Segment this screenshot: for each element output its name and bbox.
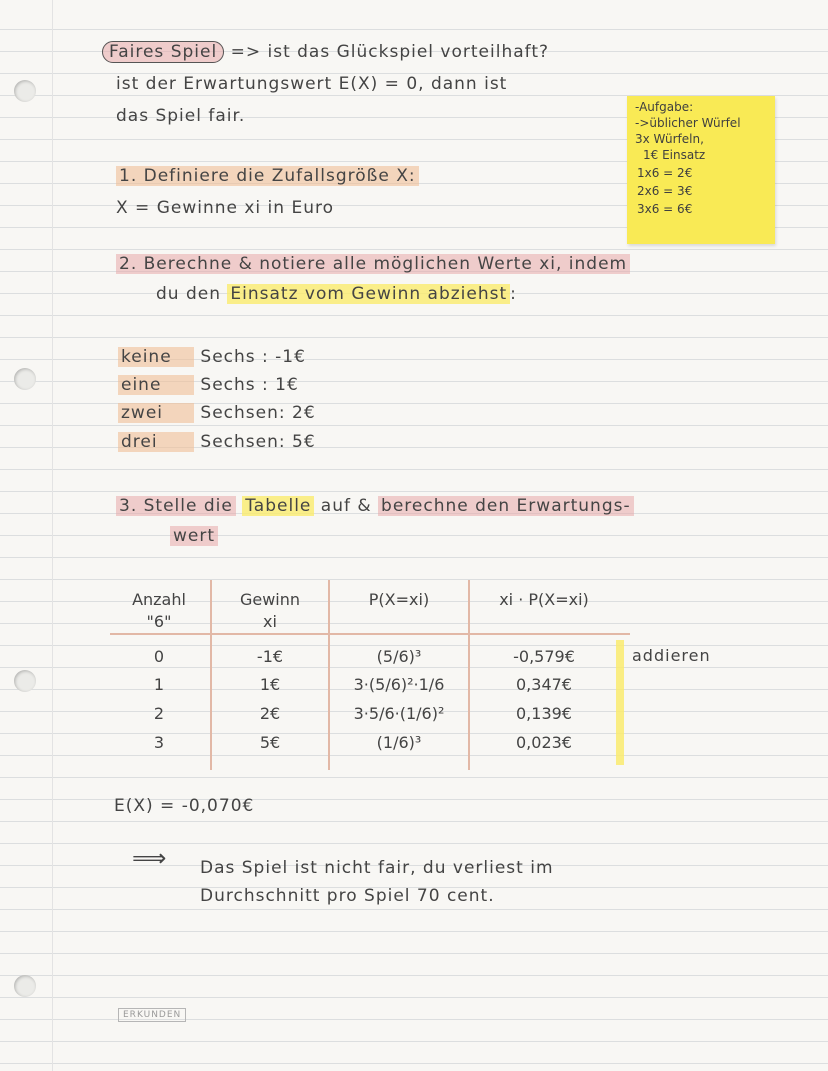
punch-hole — [14, 670, 36, 692]
sticky-line: 3x Würfeln, — [635, 132, 704, 146]
step3-line1-mid: auf & — [320, 496, 372, 516]
table-header-product: xi · P(X=xi) — [499, 590, 589, 609]
table-cell-product: 0,347€ — [516, 675, 572, 694]
step2-line2-pre: du den — [156, 284, 221, 304]
outcome-text: Sechs : 1€ — [200, 375, 299, 395]
punch-hole — [14, 975, 36, 997]
table-cell-gewinn: 5€ — [259, 733, 281, 752]
outcome-label: zwei — [118, 403, 194, 423]
table-cell-anzahl: 2 — [153, 704, 165, 723]
outcome-text: Sechsen: 2€ — [200, 403, 316, 423]
outcome-text: Sechsen: 5€ — [200, 432, 316, 452]
outcome-row — [118, 347, 306, 367]
step2-line2-post: : — [510, 284, 517, 304]
outcome-row — [118, 375, 299, 395]
header-title-rest: => ist das Glückspiel vorteilhaft? — [230, 42, 550, 62]
step3-line1-highlight: Tabelle — [242, 496, 314, 516]
outcome-label: keine — [118, 347, 194, 367]
implies-arrow-icon: ⟹ — [132, 844, 168, 872]
conclusion-line2: Durchschnitt pro Spiel 70 cent. — [200, 886, 495, 906]
table-divider — [210, 580, 212, 770]
table-divider — [468, 580, 470, 770]
sticky-note — [627, 96, 775, 244]
table-cell-gewinn: 1€ — [259, 675, 281, 694]
table-cell-anzahl: 3 — [153, 733, 165, 752]
sticky-line: 2x6 = 3€ — [637, 184, 693, 198]
punch-hole — [14, 80, 36, 102]
table-cell-gewinn: -1€ — [256, 647, 284, 666]
table-header-rule — [110, 633, 630, 635]
table-cell-gewinn: 2€ — [259, 704, 281, 723]
step1-heading — [116, 166, 419, 186]
step1-definition: X = Gewinne xi in Euro — [116, 198, 334, 218]
table-cell-anzahl: 1 — [153, 675, 165, 694]
sticky-line: ->üblicher Würfel — [635, 116, 741, 130]
table-header-gewinn: Gewinn — [239, 590, 301, 609]
header-title-circled: Faires Spiel — [102, 41, 224, 63]
step2-line1-text: 2. Berechne & notiere alle möglichen Werte xi, indem — [116, 254, 630, 274]
header-line1 — [102, 42, 549, 62]
table-cell-product: 0,023€ — [516, 733, 572, 752]
outcome-row — [118, 432, 316, 452]
sum-highlight-bar — [616, 640, 624, 765]
table-subheader-six: "6" — [146, 612, 172, 631]
table-divider — [328, 580, 330, 770]
step2-line1 — [116, 254, 630, 274]
step2-line2-highlight: Einsatz vom Gewinn abziehst — [227, 284, 510, 304]
outcome-text: Sechs : -1€ — [200, 347, 306, 367]
brand-stamp: ERKUNDEN — [118, 1008, 186, 1022]
step3-line2 — [170, 526, 218, 546]
step2-line2 — [156, 284, 517, 304]
sticky-line: -Aufgabe: — [635, 100, 694, 114]
outcome-label: eine — [118, 375, 194, 395]
step1-heading-text: 1. Definiere die Zufallsgröße X: — [116, 166, 419, 186]
punch-hole — [14, 368, 36, 390]
table-header-probability: P(X=xi) — [368, 590, 430, 609]
table-cell-probability: 3·5/6·(1/6)² — [353, 704, 445, 723]
table-cell-probability: (5/6)³ — [376, 647, 422, 666]
margin-line — [52, 0, 53, 1071]
sticky-line: 3x6 = 6€ — [637, 202, 693, 216]
expectation-result: E(X) = -0,070€ — [114, 796, 255, 816]
table-cell-product: 0,139€ — [516, 704, 572, 723]
table-subheader-xi: xi — [263, 612, 277, 631]
table-cell-probability: 3·(5/6)²·1/6 — [353, 675, 445, 694]
conclusion-line1: Das Spiel ist nicht fair, du verliest im — [200, 858, 554, 878]
table-cell-probability: (1/6)³ — [376, 733, 422, 752]
step3-line1-highlight2: berechne den Erwartungs- — [378, 496, 634, 516]
step3-line2-text: wert — [170, 526, 218, 546]
table-cell-product: -0,579€ — [513, 647, 575, 666]
header-line2: ist der Erwartungswert E(X) = 0, dann ist — [116, 74, 508, 94]
table-header-anzahl: Anzahl — [132, 590, 186, 609]
table-cell-anzahl: 0 — [153, 647, 165, 666]
sticky-line: 1€ Einsatz — [643, 148, 706, 162]
sticky-line: 1x6 = 2€ — [637, 166, 693, 180]
outcome-row — [118, 403, 316, 423]
step3-line1 — [116, 496, 634, 516]
header-line3: das Spiel fair. — [116, 106, 246, 126]
table-side-note: addieren — [632, 646, 711, 665]
outcome-label: drei — [118, 432, 194, 452]
step3-line1-pre: 3. Stelle die — [116, 496, 236, 516]
